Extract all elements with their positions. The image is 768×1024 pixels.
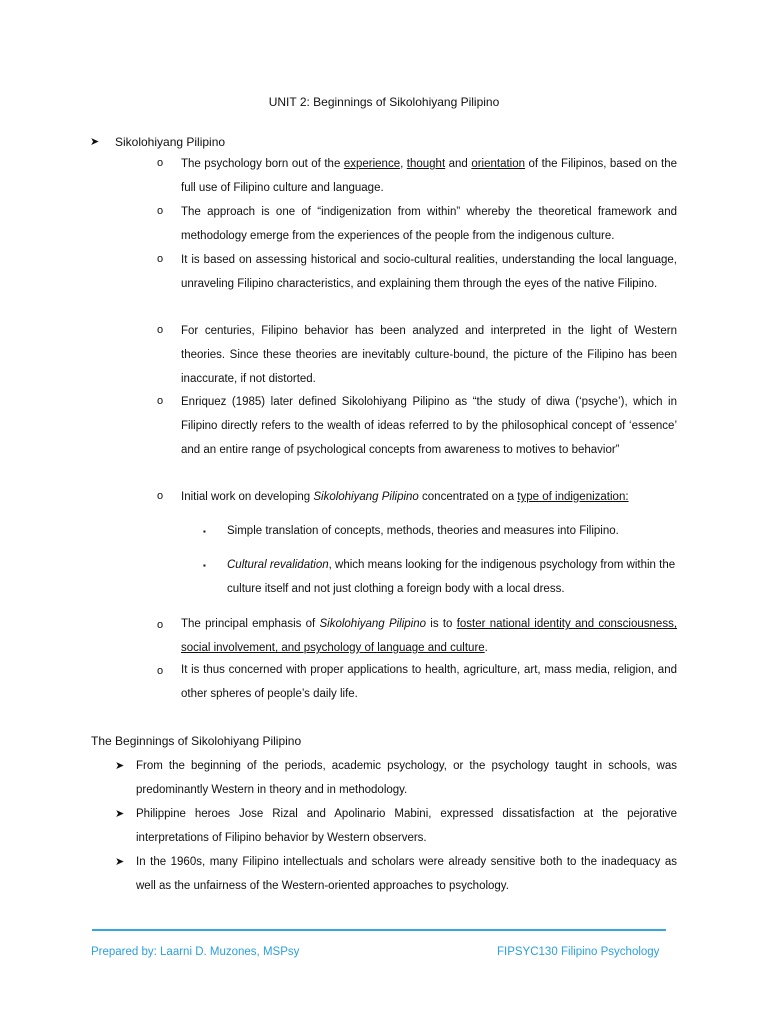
square-bullet-icon: ▪ xyxy=(203,527,206,536)
list-item: It is thus concerned with proper applications to health, agriculture, art, mass media, religion, and other spheres of people’s daily life. xyxy=(181,664,677,700)
circle-bullet-icon: o xyxy=(157,490,164,502)
section-heading: The Beginnings of Sikolohiyang Pilipino xyxy=(91,734,302,748)
circle-bullet-icon: o xyxy=(157,619,164,631)
list-item: In the 1960s, many Filipino intellectuals and scholars were already sensitive both to the inadequacy as well as the unfairness of the Western-oriented approaches to psychology. xyxy=(136,856,677,892)
circle-bullet-icon: o xyxy=(157,324,164,336)
footer-course-name: Filipino Psychology xyxy=(561,946,660,958)
circle-bullet-icon: o xyxy=(157,665,164,677)
circle-bullet-icon: o xyxy=(157,157,164,169)
list-item: Enriquez (1985) later defined Sikolohiyang Pilipino as “the study of diwa (‘psyche’), which in Filipino directly refers to the wealth of ideas referred to by the philosophical concept of ‘essence’ and an entire range of psychological concepts from awareness to motives to behavior” xyxy=(181,396,677,456)
footer-divider xyxy=(92,929,666,931)
square-bullet-icon: ▪ xyxy=(203,561,206,570)
list-item: The approach is one of “indigenization from within” whereby the theoretical framework and methodology emerge from the experiences of the people from the indigenous culture. xyxy=(181,206,677,242)
arrow-bullet-icon: ➤ xyxy=(115,760,125,772)
sub-list-item: Cultural revalidation, which means looking for the indigenous psychology from within the culture itself and not just clothing a foreign body with a local dress. xyxy=(227,559,676,595)
page-title: UNIT 2: Beginnings of Sikolohiyang Pilipino xyxy=(268,95,500,109)
list-item: It is based on assessing historical and socio-cultural realities, understanding the local language, unraveling Filipino characteristics, and explaining them through the eyes of the native Filipino. xyxy=(181,254,677,290)
list-item: The principal emphasis of Sikolohiyang Pilipino is to foster national identity and consciousness, social involvement, and psychology of language and culture. xyxy=(181,618,678,654)
arrow-bullet-icon: ➤ xyxy=(90,136,100,148)
section-heading: Sikolohiyang Pilipino xyxy=(115,135,226,149)
list-item: From the beginning of the periods, academic psychology, or the psychology taught in schools, was predominantly Western in theory and in methodology. xyxy=(136,760,677,796)
arrow-bullet-icon: ➤ xyxy=(115,856,125,868)
circle-bullet-icon: o xyxy=(157,205,164,217)
list-item: The psychology born out of the experience, thought and orientation of the Filipinos, based on the full use of Filipino culture and language. xyxy=(181,158,677,194)
circle-bullet-icon: o xyxy=(157,253,164,265)
list-item: For centuries, Filipino behavior has been analyzed and interpreted in the light of Western theories. Since these theories are inevitably culture-bound, the picture of the Filipino has been inaccurate, if not distorted. xyxy=(181,325,677,385)
footer-course-code: FIPSYC130 xyxy=(497,946,558,958)
list-item: Philippine heroes Jose Rizal and Apolinario Mabini, expressed dissatisfaction at the pejorative interpretations of Filipino behavior by Western observers. xyxy=(136,808,677,844)
footer-author: Prepared by: Laarni D. Muzones, MSPsy xyxy=(91,946,300,958)
circle-bullet-icon: o xyxy=(157,395,164,407)
arrow-bullet-icon: ➤ xyxy=(115,808,125,820)
sub-list-item: Simple translation of concepts, methods, theories and measures into Filipino. xyxy=(227,525,619,537)
list-item: Initial work on developing Sikolohiyang Pilipino concentrated on a type of indigenization: xyxy=(181,491,629,503)
